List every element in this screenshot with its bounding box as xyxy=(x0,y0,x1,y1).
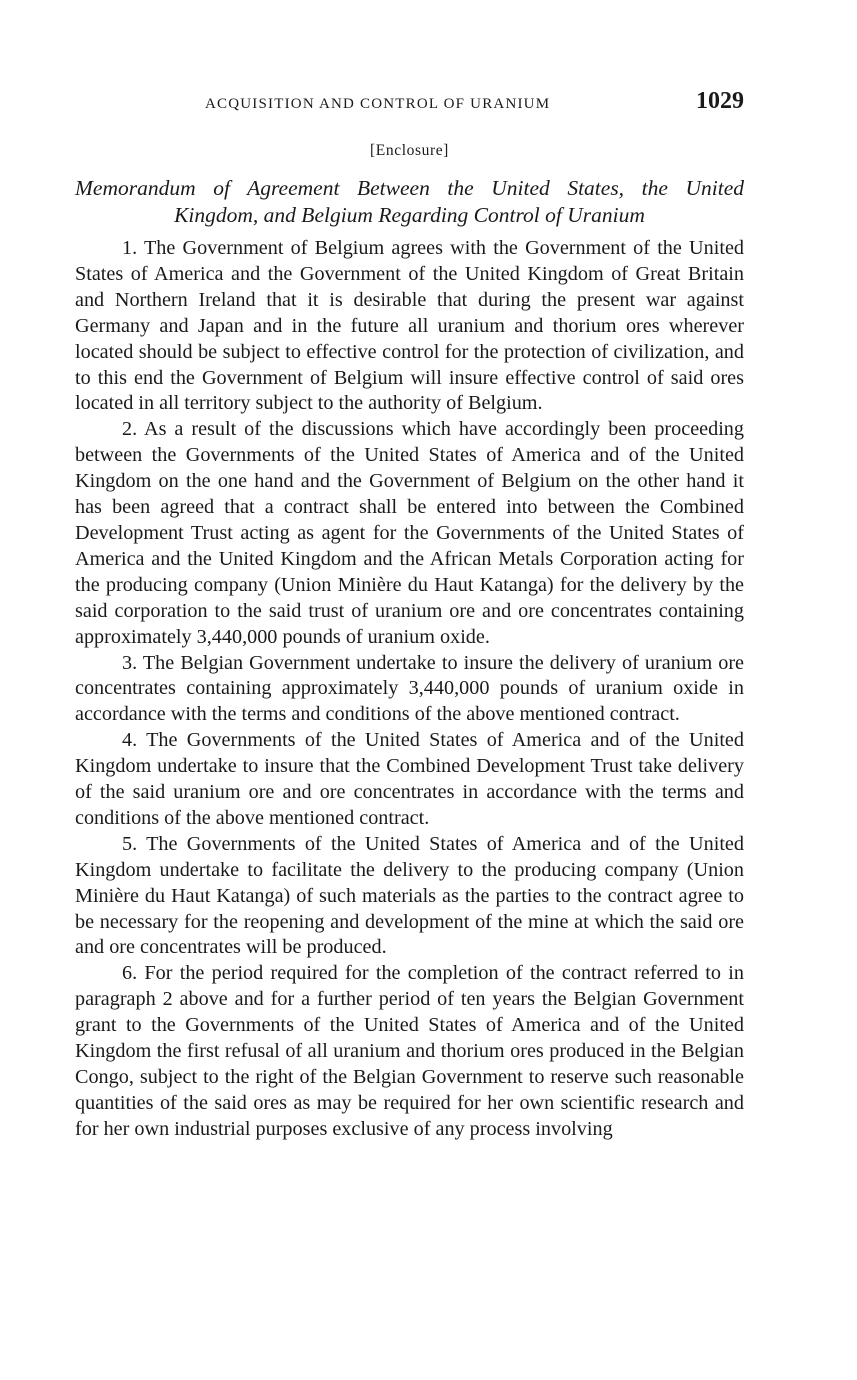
running-header xyxy=(75,88,744,124)
enclosure-label: [Enclosure] xyxy=(370,142,449,159)
page-number: 1029 xyxy=(696,88,744,114)
memo-title-line-1: Memorandum of Agreement Between the United States, the United xyxy=(75,176,744,200)
paragraph-3: 3. The Belgian Government undertake to insure the delivery of uranium ore concentrates containing approximately 3,440,000 pounds of uranium oxide in accordance with the terms and conditions of the above mentioned contract. xyxy=(75,651,744,726)
paragraph-5: 5. The Governments of the United States of America and of the United Kingdom undertake to facilitate the delivery to the producing company (Union Minière du Haut Katanga) of such materials as the parties to the contract agree to be necessary for the reopening and development of the mine at which the said ore and ore concentrates will be produced. xyxy=(75,832,744,959)
paragraph-4: 4. The Governments of the United States of America and of the United Kingdom undertake to insure that the Combined Development Trust take delivery of the said uranium ore and ore concentrates in accordance with the terms and conditions of the above mentioned contract. xyxy=(75,729,744,829)
running-title: ACQUISITION AND CONTROL OF URANIUM xyxy=(205,96,551,112)
memo-title xyxy=(75,175,744,229)
document-page xyxy=(75,88,744,1143)
memo-title-line-2: Kingdom, and Belgium Regarding Control of Uranium xyxy=(174,203,645,227)
paragraph-2: 2. As a result of the discussions which have accordingly been proceeding between the Governments of the United States of America and of the United Kingdom on the one hand and the Government of Belgium on the other hand it has been agreed that a contract shall be entered into between the Combined Development Trust acting as agent for the Governments of the United States of America and the United Kingdom and the African Metals Corporation acting for the producing company (Union Minière du Haut Katanga) for the delivery by the said corporation to the said trust of uranium ore and ore concentrates containing approximately 3,440,000 pounds of uranium oxide. xyxy=(75,418,744,648)
paragraph-6: 6. For the period required for the completion of the contract referred to in paragraph 2 above and for a further period of ten years the Belgian Government grant to the Governments of the United States of America and of the United Kingdom the first refusal of all uranium and thorium ores produced in the Belgian Congo, subject to the right of the Belgian Government to reserve such reasonable quantities of the said ores as may be required for her own scientific research and for her own industrial purposes exclusive of any process involving xyxy=(75,962,744,1140)
memo-body xyxy=(75,236,744,1143)
paragraph-1: 1. The Government of Belgium agrees with the Government of the United States of America and the Government of the United Kingdom of Great Britain and Northern Ireland that it is desirable that during the present war against Germany and Japan and in the future all uranium and thorium ores wherever located should be subject to effective control for the protection of civilization, and to this end the Government of Belgium will insure effective control of said ores located in all territory subject to the authority of Belgium. xyxy=(75,237,744,415)
